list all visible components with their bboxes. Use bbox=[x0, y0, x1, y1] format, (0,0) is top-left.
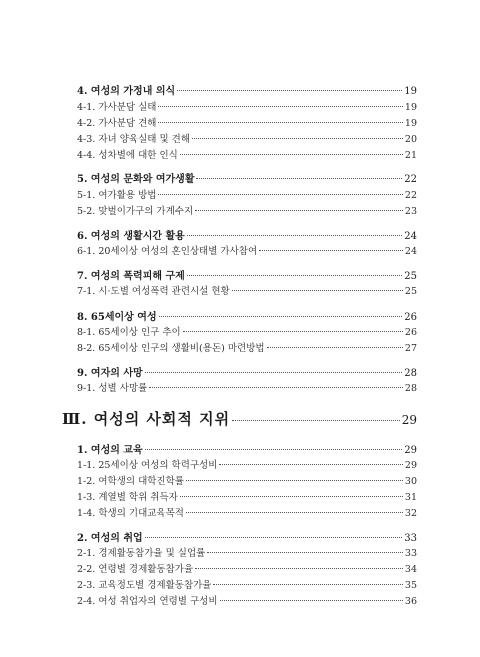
toc-entry-title: 5-1. 여가활용 방법 bbox=[77, 190, 157, 201]
toc-page-number: 22 bbox=[404, 190, 417, 201]
toc-leader-dots bbox=[186, 512, 403, 513]
toc-leader-dots bbox=[195, 568, 403, 569]
toc-entry-title: 1-1. 25세이상 여성의 학력구성비 bbox=[77, 460, 218, 471]
toc-page-number: 35 bbox=[404, 580, 417, 591]
toc-page-number: 29 bbox=[401, 413, 417, 427]
toc-part-heading[interactable] bbox=[0, 408, 480, 429]
toc-page-number: 33 bbox=[404, 548, 417, 559]
toc-page-number: 29 bbox=[404, 460, 417, 471]
toc-leader-dots bbox=[187, 235, 402, 236]
toc-leader-dots bbox=[159, 316, 403, 317]
toc-page-number: 19 bbox=[404, 86, 417, 97]
toc-section-heading[interactable] bbox=[0, 529, 480, 544]
toc-leader-dots bbox=[195, 210, 403, 211]
toc-subsection[interactable] bbox=[0, 545, 480, 559]
toc-entry-title: 4-2. 가사분담 견해 bbox=[77, 118, 157, 129]
toc-entry-title: 4-3. 자녀 양육실태 및 견해 bbox=[77, 134, 190, 145]
toc-section-heading[interactable] bbox=[0, 82, 480, 97]
toc-leader-dots bbox=[183, 331, 403, 332]
toc-page-number: 29 bbox=[404, 445, 417, 456]
toc-page-number: 32 bbox=[404, 508, 417, 519]
toc-subsection[interactable] bbox=[0, 489, 480, 503]
toc-entry-title: 8-1. 65세이상 인구 추이 bbox=[77, 327, 181, 338]
toc-leader-dots bbox=[145, 537, 403, 538]
toc-leader-dots bbox=[149, 387, 403, 388]
toc-subsection[interactable] bbox=[0, 203, 480, 217]
toc-leader-dots bbox=[267, 347, 403, 348]
toc-leader-dots bbox=[232, 290, 403, 291]
toc-entry-title: 2. 여성의 취업 bbox=[77, 533, 143, 544]
toc-page-number: 20 bbox=[404, 134, 417, 145]
toc-page-number: 27 bbox=[404, 343, 417, 354]
toc-entry-title: 5. 여성의 문화와 여가생활 bbox=[77, 174, 195, 185]
toc-entry-title: 1-3. 계열별 학위 취득자 bbox=[77, 492, 178, 503]
toc-section-heading[interactable] bbox=[0, 267, 480, 282]
toc-entry-title: 7. 여성의 폭력피해 구제 bbox=[77, 271, 185, 282]
toc-leader-dots bbox=[158, 106, 402, 107]
toc-entry-title: 4. 여성의 가정내 의식 bbox=[77, 86, 176, 97]
toc-page-number: 31 bbox=[404, 492, 417, 503]
toc-subsection[interactable] bbox=[0, 243, 480, 257]
toc-page-number: 22 bbox=[404, 174, 417, 185]
toc-entry-title: 1-4. 학생의 기대교육목적 bbox=[77, 508, 184, 519]
toc-subsection[interactable] bbox=[0, 283, 480, 297]
toc-section-heading[interactable] bbox=[0, 441, 480, 456]
toc-leader-dots bbox=[186, 480, 403, 481]
toc-leader-dots bbox=[177, 90, 402, 91]
toc-entry-title: 4-1. 가사분담 실태 bbox=[77, 102, 157, 113]
toc-leader-dots bbox=[192, 138, 403, 139]
toc-subsection[interactable] bbox=[0, 324, 480, 338]
toc-leader-dots bbox=[220, 600, 403, 601]
toc-page-number: 19 bbox=[404, 102, 417, 113]
toc-entry-title: 6-1. 20세이상 여성의 혼인상태별 가사참여 bbox=[77, 246, 258, 257]
toc-leader-dots bbox=[180, 496, 403, 497]
toc-subsection[interactable] bbox=[0, 147, 480, 161]
toc-leader-dots bbox=[232, 420, 400, 421]
toc-entry-title: 6. 여성의 생활시간 활용 bbox=[77, 231, 185, 242]
toc-section-heading[interactable] bbox=[0, 308, 480, 323]
toc-subsection[interactable] bbox=[0, 340, 480, 354]
toc-entry-title: 1. 여성의 교육 bbox=[77, 445, 143, 456]
toc-entry-title: 2-2. 연령별 경제활동참가율 bbox=[77, 564, 194, 575]
toc-subsection[interactable] bbox=[0, 457, 480, 471]
toc-page-number: 34 bbox=[404, 564, 417, 575]
toc-subsection[interactable] bbox=[0, 505, 480, 519]
toc-subsection[interactable] bbox=[0, 593, 480, 607]
toc-subsection[interactable] bbox=[0, 187, 480, 201]
toc-page-number: 24 bbox=[404, 246, 417, 257]
toc-section-heading[interactable] bbox=[0, 364, 480, 379]
toc-section-heading[interactable] bbox=[0, 170, 480, 185]
toc-entry-title: 7-1. 시·도별 여성폭력 관련시설 현황 bbox=[77, 286, 230, 297]
toc-page-number: 25 bbox=[404, 271, 417, 282]
toc-subsection[interactable] bbox=[0, 561, 480, 575]
toc-page-number: 25 bbox=[404, 286, 417, 297]
toc-leader-dots bbox=[207, 552, 403, 553]
toc-subsection[interactable] bbox=[0, 473, 480, 487]
toc-page-number: 23 bbox=[404, 206, 417, 217]
toc-page-number: 36 bbox=[404, 596, 417, 607]
toc-leader-dots bbox=[145, 449, 403, 450]
toc-entry-title: 8. 65세이상 여성 bbox=[77, 312, 157, 323]
toc-subsection[interactable] bbox=[0, 380, 480, 394]
toc-leader-dots bbox=[145, 372, 403, 373]
toc-page-number: 19 bbox=[404, 118, 417, 129]
toc-entry-title: 5-2. 맞벌이가구의 가계수지 bbox=[77, 206, 194, 217]
toc-leader-dots bbox=[180, 154, 403, 155]
toc-entry-title: 8-2. 65세이상 인구의 생활비(용돈) 마련방법 bbox=[77, 343, 265, 354]
toc-leader-dots bbox=[196, 178, 402, 179]
toc-entry-title: 2-4. 여성 취업자의 연령별 구성비 bbox=[77, 596, 218, 607]
toc-section-heading[interactable] bbox=[0, 227, 480, 242]
toc-subsection[interactable] bbox=[0, 99, 480, 113]
toc-leader-dots bbox=[187, 275, 402, 276]
toc-page-number: 24 bbox=[404, 231, 417, 242]
toc-page-number: 33 bbox=[404, 533, 417, 544]
toc-leader-dots bbox=[219, 464, 402, 465]
toc-subsection[interactable] bbox=[0, 115, 480, 129]
toc-leader-dots bbox=[158, 194, 402, 195]
toc-page-number: 21 bbox=[404, 150, 417, 161]
toc-page-number: 26 bbox=[404, 312, 417, 323]
toc-subsection[interactable] bbox=[0, 577, 480, 591]
toc-entry-title: 1-2. 여학생의 대학진학률 bbox=[77, 476, 184, 487]
toc-entry-title: Ⅲ. 여성의 사회적 지위 bbox=[62, 410, 231, 428]
toc-entry-title: 2-3. 교육정도별 경제활동참가율 bbox=[77, 580, 212, 591]
toc-subsection[interactable] bbox=[0, 131, 480, 145]
toc-leader-dots bbox=[213, 584, 402, 585]
toc-page-number: 28 bbox=[404, 368, 417, 379]
toc-page-number: 28 bbox=[404, 383, 417, 394]
toc-leader-dots bbox=[259, 250, 403, 251]
toc-page-number: 26 bbox=[404, 327, 417, 338]
toc-entry-title: 4-4. 성차별에 대한 인식 bbox=[77, 150, 178, 161]
toc-entry-title: 2-1. 경제활동참가율 및 실업률 bbox=[77, 548, 206, 559]
toc-page-number: 30 bbox=[404, 476, 417, 487]
toc-entry-title: 9. 여자의 사망 bbox=[77, 368, 143, 379]
toc-leader-dots bbox=[158, 122, 402, 123]
toc-entry-title: 9-1. 성별 사망률 bbox=[77, 383, 148, 394]
